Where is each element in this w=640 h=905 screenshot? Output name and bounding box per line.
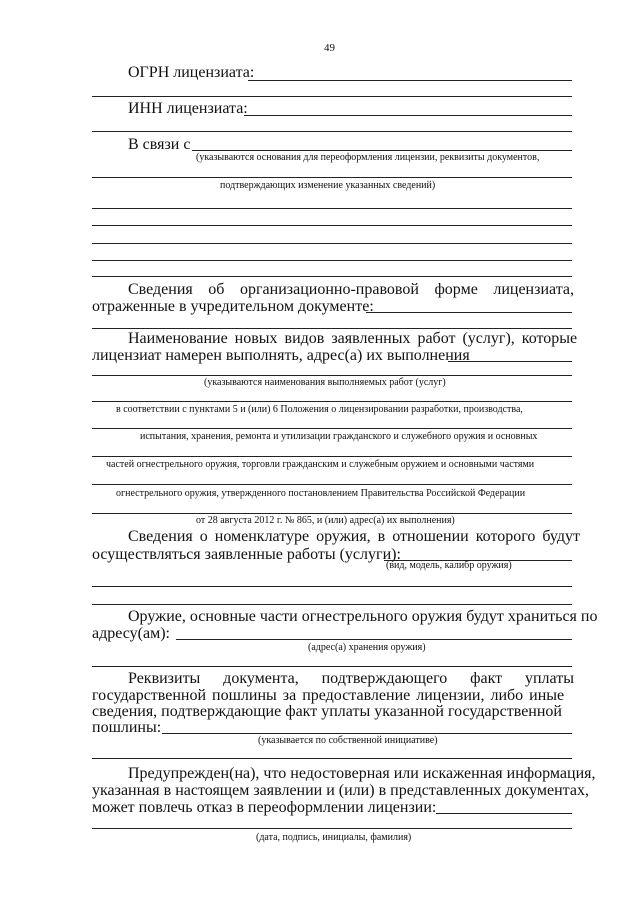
works-line-b [92,401,572,402]
nomenclature-line-a [92,586,572,587]
nomenclature-line-b [92,604,572,605]
works-line-d [92,456,572,457]
org-form-field-line-2 [92,328,572,329]
works-caption-2: в соответствии с пунктами 5 и (или) 6 Положения о лицензировании разработки, производства, [116,404,523,415]
works-line-a [92,375,572,376]
signature-caption: (дата, подпись, инициалы, фамилия) [256,832,412,843]
reason-caption-2: подтверждающих изменение указанных сведений) [220,180,436,191]
reason-line-5 [92,243,572,244]
nomenclature-caption: (вид, модель, калибр оружия) [386,560,512,571]
page-number: 49 [324,42,335,54]
reason-label: В связи с [128,136,191,153]
works-line-c [92,428,572,429]
payment-line-4: пошлины: [92,719,162,736]
payment-word-4: факт [470,670,503,687]
works-caption-6: от 28 августа 2012 г. № 865, и (или) адрес(а) их выполнения) [196,515,455,526]
org-form-word-1: Сведения [128,281,193,298]
nomenclature-line-2: осуществляться заявленные работы (услуги): [92,546,401,563]
reason-line-6 [92,260,572,261]
warning-field-line [436,813,572,814]
storage-line-1: Оружие, основные части огнестрельного оружия будут храниться по [128,608,598,625]
reason-line-2 [92,177,572,178]
works-line-e [92,484,572,485]
storage-caption: (адрес(а) хранения оружия) [308,642,426,653]
storage-field-line [176,639,572,640]
warning-line-2: указанная в настоящем заявлении и (или) в представленных документах, [92,782,589,799]
storage-line-2: адресу(ам): [92,625,170,642]
payment-line-2: государственной пошлины за предоставление лицензии, либо иные [92,687,565,704]
inn-label: ИНН лицензиата: [128,100,248,117]
org-form-line-1 [128,281,574,299]
payment-caption: (указывается по собственной инициативе) [258,735,438,746]
works-line-2: лицензиат намерен выполнять, адрес(а) их выполнения [92,347,470,364]
reason-line-3 [92,208,572,209]
payment-word-3: подтверждающего [321,670,448,687]
org-form-field-line [366,312,572,313]
reason-caption-1: (указываются основания для переоформления лицензии, реквизиты документов, [196,152,540,163]
org-form-word-5: лицензиата, [493,281,574,298]
reason-field-line [192,150,572,151]
works-caption-5: огнестрельного оружия, утвержденного постановлением Правительства Российской Федерации [116,488,526,499]
org-form-word-3: организационно-правовой [239,281,419,298]
payment-word-2: документа, [223,670,299,687]
works-caption-1: (указываются наименования выполняемых работ (услуг) [204,377,446,388]
org-form-line-2: отраженные в учредительном документе: [92,298,374,315]
works-line-1: Наименование новых видов заявленных работ (услуг), которые [128,330,578,347]
ogrn-field-line [248,80,572,81]
payment-line-1 [128,670,574,688]
payment-field-line [162,733,572,734]
payment-line-3: сведения, подтверждающие факт уплаты указанной государственной [92,703,562,720]
payment-word-5: уплаты [524,670,574,687]
inn-field-line [244,115,572,116]
works-caption-4: частей огнестрельного оружия, торговли гражданским и служебным оружием и основными частями [106,459,535,470]
signature-line [92,828,572,829]
org-form-word-2: об [208,281,225,298]
payment-line-a [92,758,572,759]
reason-line-4 [92,225,572,226]
storage-line-a [92,666,572,667]
works-field-line [448,361,572,362]
nomenclature-line-1: Сведения о номенклатуре оружия, в отношении которого будут [128,528,581,545]
ogrn-label: ОГРН лицензиата: [128,64,255,81]
reason-line-7 [92,276,572,277]
warning-line-1: Предупрежден(на), что недостоверная или искаженная информация, [128,765,596,782]
payment-word-1: Реквизиты [128,670,201,687]
inn-field-line-2 [92,131,572,132]
works-caption-3: испытания, хранения, ремонта и утилизации гражданского и служебного оружия и основных [140,431,538,442]
works-line-f [92,513,572,514]
org-form-word-4: форме [434,281,478,298]
warning-line-3: может повлечь отказ в переоформлении лицензии: [92,799,437,816]
ogrn-field-line-2 [92,96,572,97]
